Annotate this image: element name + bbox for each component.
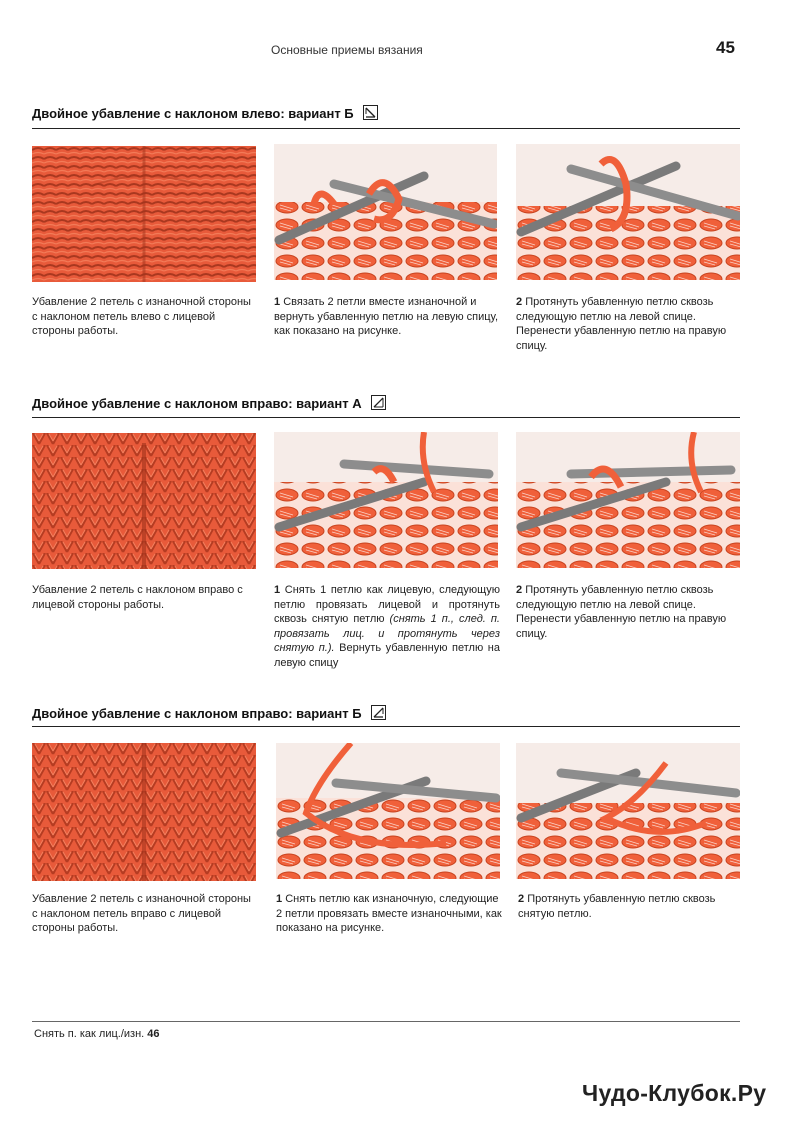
section-title: Двойное убавление с наклоном вправо: вариант А [32, 395, 386, 411]
step1-illustration [276, 743, 500, 879]
intro-caption: Убавление 2 петель с изнаночной стороны с наклоном петель влево с лицевой стороны работы. [32, 296, 251, 337]
swatch-photo [32, 433, 256, 569]
step2-caption: 2 Протянуть убавленную петлю сквозь следующую петлю на левой спице. Перенести убавленную петлю на правую спицу. [516, 584, 727, 640]
step2-caption: 2 Протянуть убавленную петлю сквозь снятую петлю. [518, 893, 716, 920]
step1-caption: 1 Снять 1 петлю как лицевую, следующую петлю провязать лицевой и протянуть сквозь снятую петлю (снять 1 п., след. п. провязать лиц. и протянуть через снятую п.). Вернуть убавленную петлю на левую спицу [274, 584, 501, 669]
intro-caption: Убавление 2 петель с изнаночной стороны с наклоном петель вправо с лицевой стороны работы. [32, 893, 251, 934]
intro-caption: Убавление 2 петель с наклоном вправо с лицевой стороны работы. [32, 584, 243, 611]
step1-illustration [274, 432, 498, 568]
step1-caption: 1 Снять петлю как изнаночную, следующие 2 петли провязать вместе изнаночными, как показано на рисунке. [276, 893, 502, 934]
section-title: Двойное убавление с наклоном вправо: вариант Б [32, 705, 386, 721]
footer-page-ref: 46 [147, 1028, 160, 1040]
swatch-photo [32, 146, 256, 282]
step2-caption: 2 Протянуть убавленную петлю сквозь следующую петлю на левой спице. Перенести убавленную петлю на правую спицу. [516, 296, 727, 352]
step1-illustration [274, 144, 497, 280]
step2-illustration [516, 743, 740, 879]
swatch-photo [32, 743, 256, 879]
footer-crossref: Снять п. как лиц./изн. 46 [34, 1028, 160, 1040]
right-slant-decrease-knit-symbol [371, 395, 386, 410]
section-rule [32, 128, 740, 129]
running-head: Основные приемы вязания [271, 43, 423, 57]
page-number: 45 [716, 38, 735, 57]
footer-rule [32, 1021, 740, 1022]
section-rule [32, 417, 740, 418]
step1-caption: 1 Связать 2 петли вместе изнаночной и вернуть убавленную петлю на левую спицу, как показано на рисунке. [274, 296, 499, 337]
step2-illustration [516, 144, 740, 280]
step2-illustration [516, 432, 740, 568]
section-title: Двойное убавление с наклоном влево: вариант Б [32, 105, 378, 121]
right-slant-decrease-purl-symbol [371, 705, 386, 720]
watermark: Чудо-Клубок.Ру [582, 1080, 767, 1106]
section-rule [32, 726, 740, 727]
left-slant-decrease-purl-symbol [363, 105, 378, 120]
